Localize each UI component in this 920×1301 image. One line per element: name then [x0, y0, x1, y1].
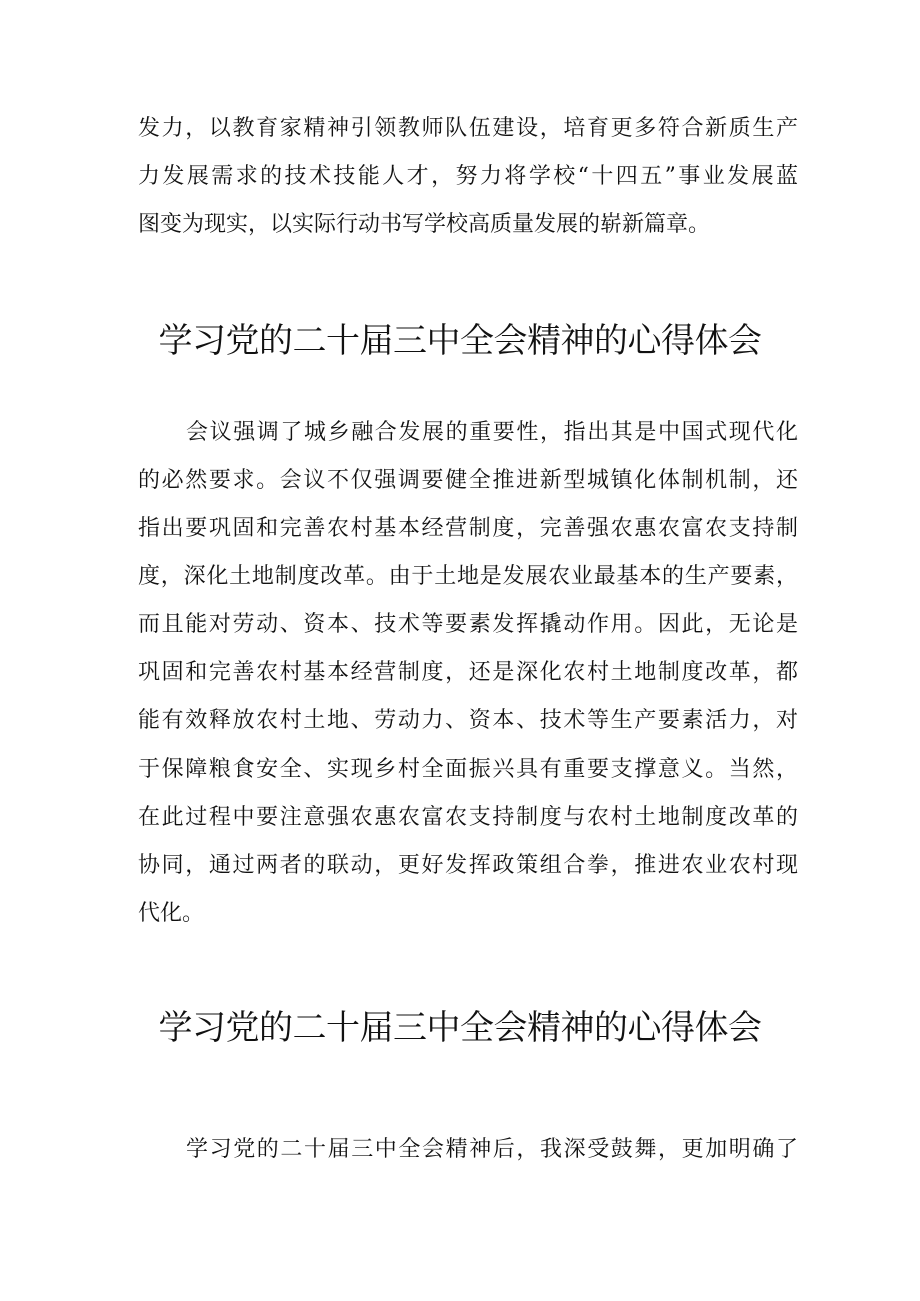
- paragraph-line: 的必然要求。会议不仅强调要健全推进新型城镇化体制机制，还: [138, 468, 798, 493]
- paragraph-line: 能有效释放农村土地、劳动力、资本、技术等生产要素活力，对: [138, 708, 798, 733]
- paragraph-line: 学习党的二十届三中全会精神后，我深受鼓舞，更加明确了: [186, 1137, 798, 1162]
- paragraph-line: 于保障粮食安全、实现乡村全面振兴具有重要支撑意义。当然，: [138, 757, 798, 782]
- paragraph-line: 协同，通过两者的联动，更好发挥政策组合拳，推进农业农村现: [138, 853, 798, 878]
- paragraph-line: 在此过程中要注意强农惠农富农支持制度与农村土地制度改革的: [138, 805, 798, 830]
- paragraph-line: 度，深化土地制度改革。由于土地是发展农业最基本的生产要素，: [138, 564, 798, 589]
- paragraph-line: 而且能对劳动、资本、技术等要素发挥撬动作用。因此，无论是: [138, 612, 798, 637]
- paragraph-line: 图变为现实，以实际行动书写学校高质量发展的崭新篇章。: [138, 212, 711, 237]
- paragraph-line: 指出要巩固和完善农村基本经营制度，完善强农惠农富农支持制: [138, 516, 798, 541]
- paragraph-line: 会议强调了城乡融合发展的重要性，指出其是中国式现代化: [186, 420, 798, 445]
- paragraph-line: 代化。: [138, 901, 205, 926]
- section-heading: 学习党的二十届三中全会精神的心得体会: [158, 1008, 762, 1048]
- section-heading: 学习党的二十届三中全会精神的心得体会: [158, 321, 762, 361]
- paragraph-line: 发力，以教育家精神引领教师队伍建设，培育更多符合新质生产: [138, 116, 798, 141]
- paragraph-line: 巩固和完善农村基本经营制度，还是深化农村土地制度改革，都: [138, 660, 798, 685]
- paragraph-line: 力发展需求的技术技能人才，努力将学校“十四五”事业发展蓝: [138, 164, 798, 189]
